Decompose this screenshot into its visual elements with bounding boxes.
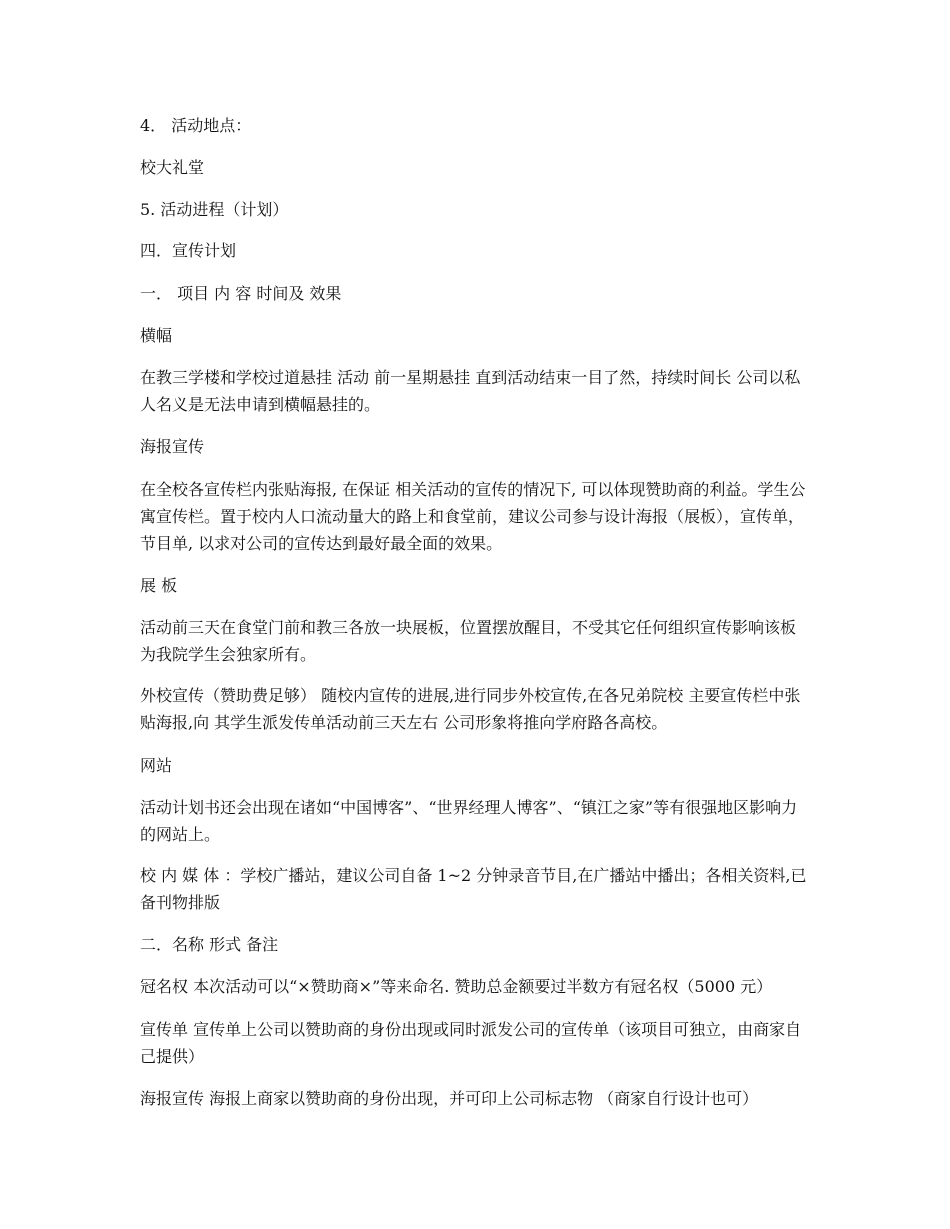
sponsorship-columns-heading: 二．名称 形式 备注 [140,935,279,954]
section-heading-schedule: 5. 活动进程（计划） [140,200,289,219]
item-naming-rights: 冠名权 本次活动可以“×赞助商×”等来命名. 赞助总金额要过半数方有冠名权（5000 元） [140,977,773,996]
section-heading-venue: 4． 活动地点： [140,116,252,135]
item-website-body: 活动计划书还会出现在诸如“中国博客”、“世界经理人博客”、“镇江之家”等有很强地区影响力的网站上。 [140,798,798,844]
item-poster-sponsorship: 海报宣传 海报上商家以赞助商的身份出现，并可印上公司标志物 （商家自行设计也可） [140,1089,759,1108]
venue-text: 校大礼堂 [140,158,205,177]
item-flyer: 宣传单 宣传单上公司以赞助商的身份出现或同时派发公司的宣传单（该项目可独立，由商家自己提供） [140,1020,802,1066]
item-poster-title: 海报宣传 [140,437,205,456]
item-display-board-body: 活动前三天在食堂门前和教三各放一块展板，位置摆放醒目，不受其它任何组织宣传影响该板为我院学生会独家所有。 [140,618,797,664]
section-heading-publicity: 四．宣传计划 [140,241,237,260]
item-poster-body: 在全校各宣传栏内张贴海报, 在保证 相关活动的宣传的情况下, 可以体现赞助商的利益。学生公寓宣传栏。置于校内人口流动量大的路上和食堂前，建议公司参与设计海报（展板），宣传单，节目单, 以求对公司的宣传达到最好最全面的效果。 [140,480,806,553]
item-external-publicity: 外校宣传（赞助费足够） 随校内宣传的进展,进行同步外校宣传,在各兄弟院校 主要宣传栏中张贴海报,向 其学生派发传单活动前三天左右 公司形象将推向学府路各高校。 [140,686,801,732]
item-website-title: 网站 [140,756,173,775]
item-campus-media: 校 内 媒 体 ：学校广播站，建议公司自备 1~2 分钟录音节目,在广播站中播出；各相关资料,已备刊物排版 [140,866,807,912]
item-banner-body: 在教三学楼和学校过道悬挂 活动 前一星期悬挂 直到活动结束一目了然，持续时间长 公司以私人名义是无法申请到横幅悬挂的。 [140,368,801,414]
item-banner-title: 横幅 [140,326,173,345]
item-display-board-title: 展 板 [140,576,178,595]
publicity-columns-heading: 一． 项目 内 容 时间及 效果 [140,284,342,303]
